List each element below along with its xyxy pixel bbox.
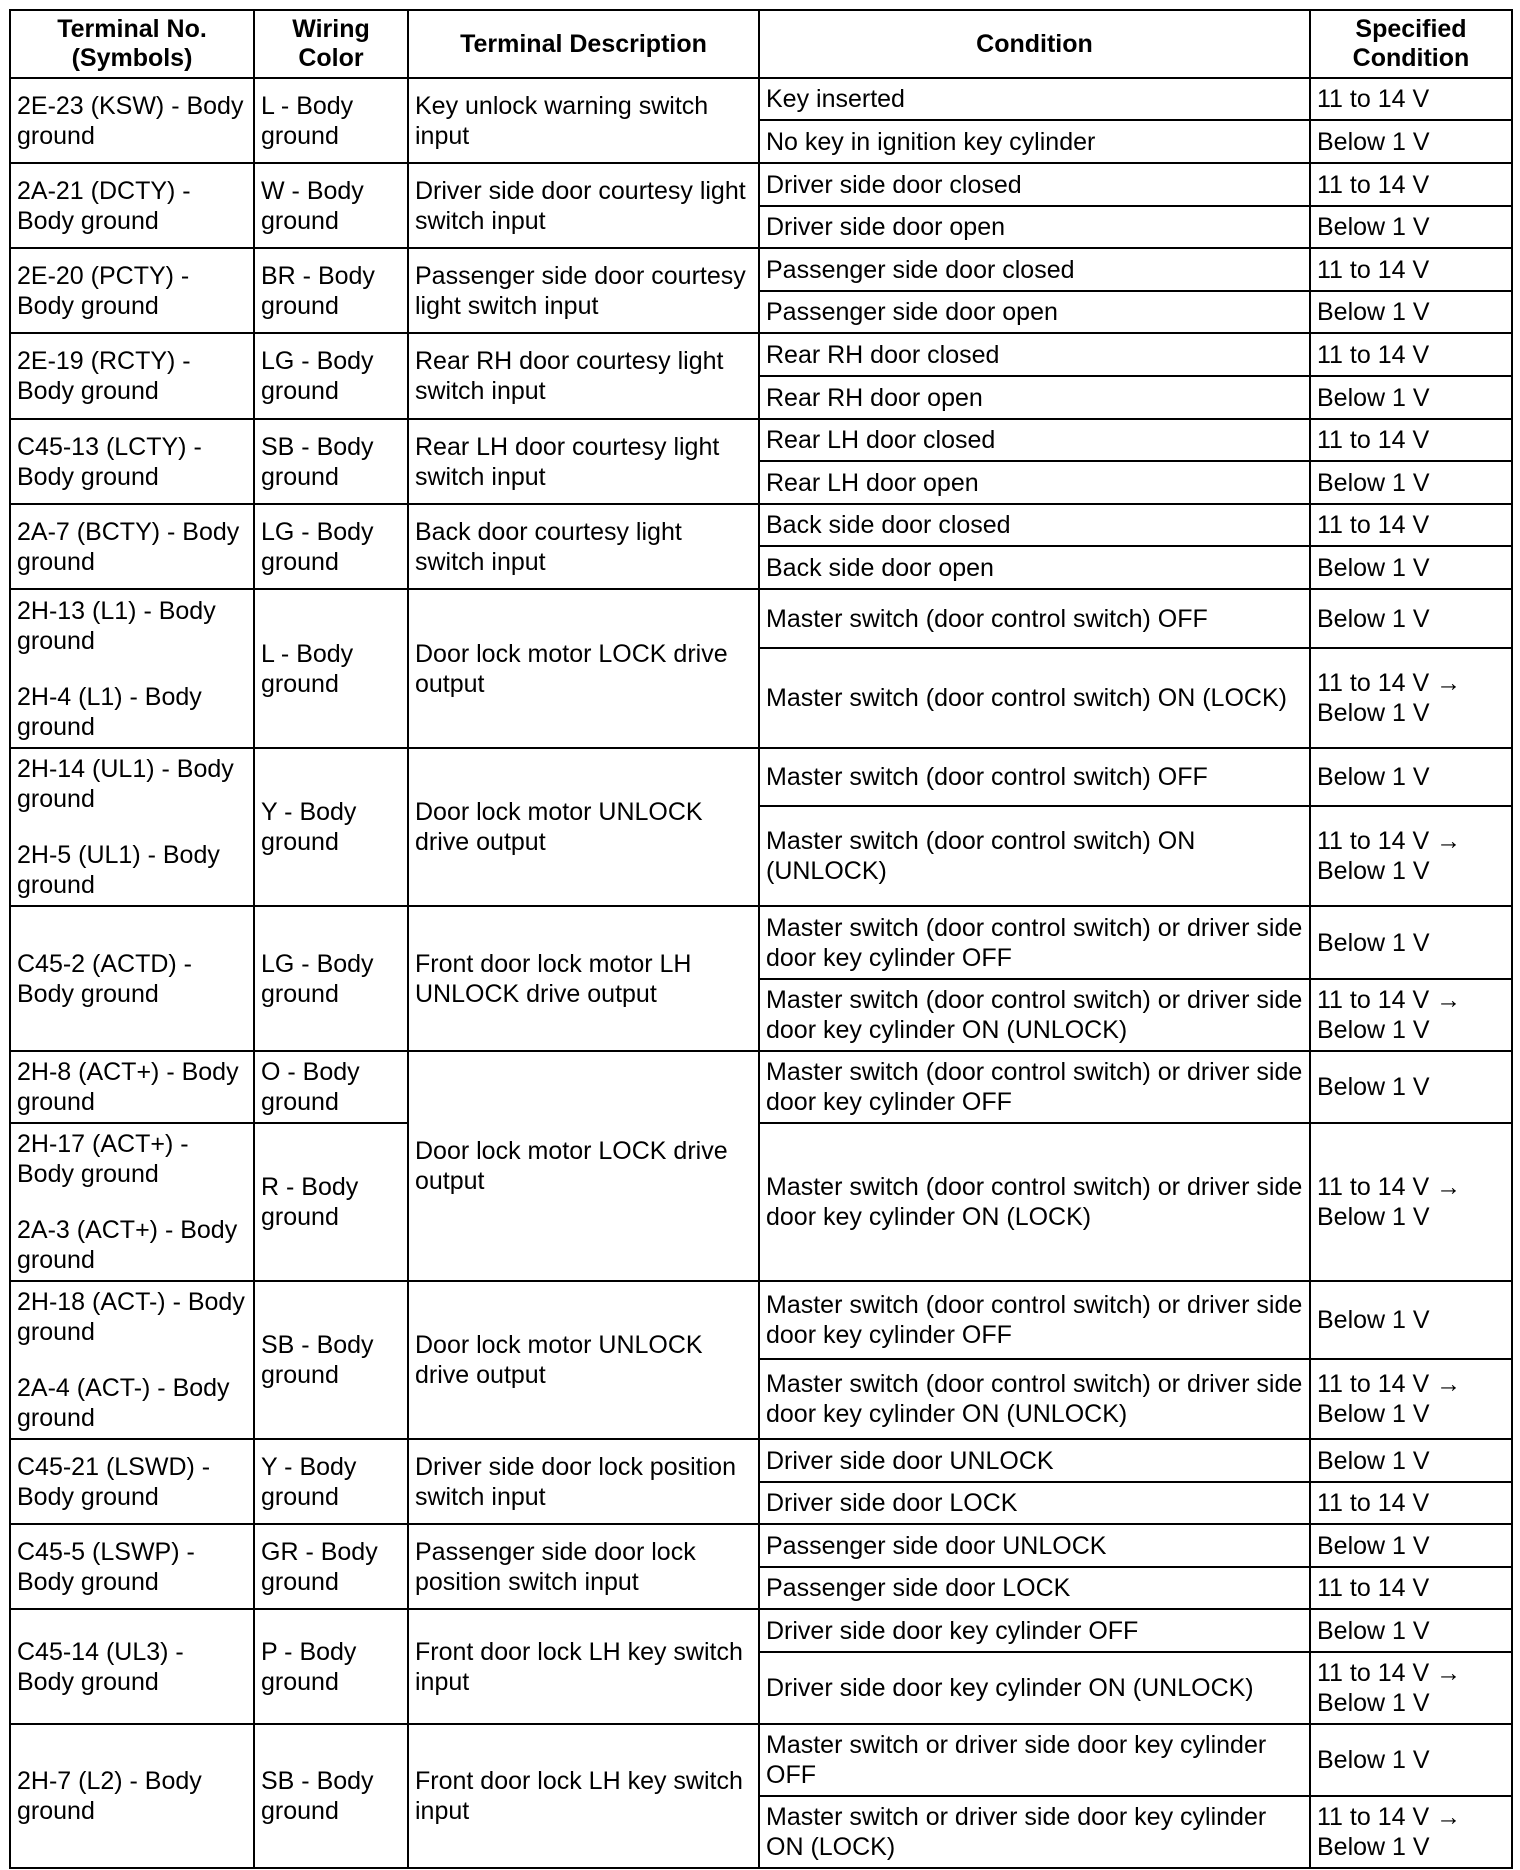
condition-cell <box>759 1609 1310 1652</box>
terminal-cell <box>10 1281 254 1439</box>
wiring-text: SB - Body ground <box>261 432 374 491</box>
terminal-cell <box>10 589 254 748</box>
terminal-text: C45-21 (LSWD) - Body ground <box>17 1452 211 1511</box>
specified-text: Below 1 V <box>1317 127 1430 156</box>
wiring-cell <box>254 333 408 419</box>
condition-cell <box>759 120 1310 163</box>
specified-text: Below 1 V <box>1317 213 1430 241</box>
condition-cell <box>759 1567 1310 1609</box>
condition-cell <box>759 206 1310 248</box>
specified-text: 11 to 14 V → Below 1 V <box>1317 827 1462 885</box>
specified-cell <box>1310 1567 1512 1609</box>
table-row <box>10 1524 1512 1567</box>
wiring-text: SB - Body ground <box>261 1767 374 1825</box>
terminal-text: 2H-14 (UL1) - Body ground <box>17 755 234 813</box>
wiring-text: BR - Body ground <box>261 261 375 320</box>
condition-cell <box>759 748 1310 806</box>
table-row <box>10 589 1512 648</box>
wiring-cell <box>254 1281 408 1439</box>
condition-text: Driver side door open <box>766 213 1006 241</box>
terminal-text: C45-5 (LSWP) - Body ground <box>17 1537 195 1596</box>
description-text: Passenger side door courtesy light switch input <box>415 261 746 320</box>
condition-text: Master switch (door control switch) or driver side door key cylinder ON (UNLOCK) <box>766 1370 1303 1428</box>
specified-cell <box>1310 1524 1512 1567</box>
wiring-cell <box>254 1609 408 1724</box>
specified-cell <box>1310 1439 1512 1482</box>
terminal-cell <box>10 419 254 504</box>
condition-text: Passenger side door closed <box>766 255 1075 284</box>
condition-text: Driver side door LOCK <box>766 1489 1018 1517</box>
terminal-cell <box>10 504 254 589</box>
wiring-cell <box>254 1123 408 1281</box>
condition-text: Master switch (door control switch) or driver side door key cylinder OFF <box>766 1058 1303 1116</box>
description-text: Driver side door lock position switch input <box>415 1452 736 1511</box>
wiring-cell <box>254 748 408 906</box>
condition-text: Back side door open <box>766 553 994 582</box>
terminal-cell <box>10 1051 254 1123</box>
description-text: Driver side door courtesy light switch input <box>415 176 746 235</box>
wiring-cell <box>254 248 408 333</box>
description-text: Passenger side door lock position switch input <box>415 1537 696 1596</box>
description-cell <box>408 906 759 1051</box>
description-cell <box>408 748 759 906</box>
specified-cell <box>1310 1359 1512 1439</box>
table-row <box>10 1439 1512 1482</box>
condition-cell <box>759 806 1310 906</box>
header-condition: Condition <box>759 10 1310 78</box>
terminal-text: 2A-3 (ACT+) - Body ground <box>17 1216 238 1274</box>
condition-cell <box>759 979 1310 1051</box>
specified-text: Below 1 V <box>1317 383 1430 412</box>
condition-cell <box>759 1652 1310 1724</box>
wiring-cell <box>254 1439 408 1524</box>
description-cell <box>408 1051 759 1281</box>
terminal-text: 2E-23 (KSW) - Body ground <box>17 91 244 150</box>
terminal-text: 2H-8 (ACT+) - Body ground <box>17 1058 239 1116</box>
description-text: Door lock motor LOCK drive output <box>415 1137 728 1195</box>
condition-cell <box>759 906 1310 979</box>
description-cell <box>408 163 759 248</box>
table-row <box>10 333 1512 376</box>
specified-cell <box>1310 419 1512 461</box>
specified-cell <box>1310 291 1512 333</box>
condition-cell <box>759 291 1310 333</box>
specified-cell <box>1310 748 1512 806</box>
wiring-cell <box>254 78 408 163</box>
wiring-cell <box>254 1524 408 1609</box>
specified-text: 11 to 14 V <box>1317 255 1430 284</box>
terminal-text: 2H-17 (ACT+) - Body ground <box>17 1130 189 1188</box>
condition-text: Rear LH door closed <box>766 426 996 454</box>
condition-text: Rear RH door open <box>766 383 983 412</box>
condition-text: No key in ignition key cylinder <box>766 127 1096 156</box>
wiring-cell <box>254 1051 408 1123</box>
description-cell <box>408 504 759 589</box>
specified-cell <box>1310 1724 1512 1796</box>
description-text: Back door courtesy light switch input <box>415 517 682 576</box>
table-row <box>10 1281 1512 1359</box>
description-text: Door lock motor LOCK drive output <box>415 639 728 698</box>
terminal-cell <box>10 163 254 248</box>
condition-cell <box>759 589 1310 648</box>
terminal-cell <box>10 748 254 906</box>
specified-text: 11 to 14 V <box>1317 511 1430 539</box>
specified-text: 11 to 14 V <box>1317 85 1430 113</box>
wiring-cell <box>254 504 408 589</box>
condition-text: Rear RH door closed <box>766 340 1000 369</box>
wiring-text: LG - Body ground <box>261 517 374 576</box>
condition-cell <box>759 1439 1310 1482</box>
specified-cell <box>1310 806 1512 906</box>
condition-text: Master switch or driver side door key cylinder OFF <box>766 1731 1267 1789</box>
condition-text: Driver side door key cylinder ON (UNLOCK) <box>766 1674 1254 1702</box>
specified-cell <box>1310 1281 1512 1359</box>
terminal-text: 2E-20 (PCTY) - Body ground <box>17 261 190 320</box>
condition-cell <box>759 504 1310 546</box>
condition-text: Master switch (door control switch) or driver side door key cylinder ON (UNLOCK) <box>766 986 1303 1044</box>
header-wiring-color: Wiring Color <box>254 10 408 78</box>
wiring-text: W - Body ground <box>261 176 364 235</box>
wiring-text: Y - Body ground <box>261 798 357 856</box>
terminal-text: 2A-21 (DCTY) - Body ground <box>17 176 191 235</box>
specified-text: 11 to 14 V → Below 1 V <box>1317 1659 1462 1717</box>
description-cell <box>408 333 759 419</box>
specified-text: Below 1 V <box>1317 1073 1430 1101</box>
table-row <box>10 1609 1512 1652</box>
terminal-cell <box>10 1524 254 1609</box>
condition-text: Master switch (door control switch) ON (UNLOCK) <box>766 827 1196 885</box>
specified-text: Below 1 V <box>1317 763 1430 791</box>
wiring-text: LG - Body ground <box>261 949 374 1008</box>
specified-text: 11 to 14 V → Below 1 V <box>1317 986 1462 1044</box>
table-row <box>10 1123 1512 1281</box>
condition-text: Rear LH door open <box>766 468 979 497</box>
wiring-text: SB - Body ground <box>261 1331 374 1389</box>
specified-text: 11 to 14 V → Below 1 V <box>1317 1803 1462 1861</box>
wiring-cell <box>254 1724 408 1868</box>
wiring-cell <box>254 419 408 504</box>
table-row <box>10 748 1512 806</box>
specified-text: Below 1 V <box>1317 1306 1430 1334</box>
table-body <box>10 78 1512 1868</box>
table-row <box>10 419 1512 461</box>
condition-text: Back side door closed <box>766 511 1011 539</box>
specified-cell <box>1310 333 1512 376</box>
condition-cell <box>759 1359 1310 1439</box>
specified-cell <box>1310 461 1512 504</box>
specified-cell <box>1310 979 1512 1051</box>
specified-text: Below 1 V <box>1317 468 1430 497</box>
description-text: Front door lock motor LH UNLOCK drive output <box>415 949 692 1008</box>
specified-cell <box>1310 78 1512 120</box>
condition-text: Key inserted <box>766 85 905 113</box>
table-row <box>10 78 1512 120</box>
condition-cell <box>759 1724 1310 1796</box>
terminal-text: 2H-13 (L1) - Body ground <box>17 596 216 655</box>
description-cell <box>408 1609 759 1724</box>
condition-cell <box>759 648 1310 748</box>
specified-cell <box>1310 206 1512 248</box>
specified-cell <box>1310 546 1512 589</box>
specified-text: 11 to 14 V → Below 1 V <box>1317 1173 1462 1231</box>
condition-text: Master switch (door control switch) OFF <box>766 604 1208 633</box>
specified-cell <box>1310 648 1512 748</box>
terminal-text: 2H-18 (ACT-) - Body ground <box>17 1288 245 1346</box>
wiring-text: L - Body ground <box>261 91 354 150</box>
specified-cell <box>1310 163 1512 206</box>
condition-cell <box>759 376 1310 419</box>
condition-text: Driver side door UNLOCK <box>766 1446 1054 1475</box>
description-cell <box>408 589 759 748</box>
condition-text: Master switch (door control switch) or driver side door key cylinder OFF <box>766 913 1303 972</box>
description-text: Rear LH door courtesy light switch input <box>415 432 720 491</box>
condition-text: Master switch (door control switch) ON (LOCK) <box>766 684 1287 712</box>
wiring-text: LG - Body ground <box>261 347 374 405</box>
table-header <box>10 10 1512 78</box>
table-row <box>10 163 1512 206</box>
description-cell <box>408 1439 759 1524</box>
specified-text: Below 1 V <box>1317 1746 1430 1774</box>
terminal-text: C45-2 (ACTD) - Body ground <box>17 949 193 1008</box>
specified-cell <box>1310 1482 1512 1524</box>
terminal-text: 2E-19 (RCTY) - Body ground <box>17 347 191 405</box>
specified-text: 11 to 14 V → Below 1 V <box>1317 669 1462 727</box>
condition-text: Master switch (door control switch) OFF <box>766 763 1208 791</box>
terminal-cell <box>10 906 254 1051</box>
terminal-cell <box>10 1724 254 1868</box>
specified-cell <box>1310 504 1512 546</box>
specified-cell <box>1310 1652 1512 1724</box>
condition-cell <box>759 419 1310 461</box>
description-cell <box>408 1524 759 1609</box>
specified-cell <box>1310 1609 1512 1652</box>
header-terminal-description: Terminal Description <box>408 10 759 78</box>
specified-text: 11 to 14 V <box>1317 426 1430 454</box>
table-row <box>10 1724 1512 1796</box>
terminal-text: 2A-7 (BCTY) - Body ground <box>17 517 240 576</box>
wiring-text: GR - Body ground <box>261 1537 378 1596</box>
condition-cell <box>759 546 1310 589</box>
description-cell <box>408 1724 759 1868</box>
terminal-cell <box>10 248 254 333</box>
table-row <box>10 906 1512 979</box>
condition-cell <box>759 1281 1310 1359</box>
wiring-text: P - Body ground <box>261 1637 357 1696</box>
terminal-cell <box>10 333 254 419</box>
wiring-cell <box>254 906 408 1051</box>
condition-text: Driver side door key cylinder OFF <box>766 1616 1139 1645</box>
condition-cell <box>759 163 1310 206</box>
condition-text: Passenger side door open <box>766 298 1058 326</box>
table-row <box>10 1051 1512 1123</box>
condition-text: Passenger side door UNLOCK <box>766 1531 1107 1560</box>
wiring-cell <box>254 163 408 248</box>
condition-cell <box>759 461 1310 504</box>
table-row <box>10 504 1512 546</box>
condition-text: Master switch (door control switch) or driver side door key cylinder OFF <box>766 1291 1303 1349</box>
specified-text: 11 to 14 V <box>1317 1574 1430 1602</box>
specified-text: Below 1 V <box>1317 1531 1430 1560</box>
specified-text: Below 1 V <box>1317 1446 1430 1475</box>
specified-text: Below 1 V <box>1317 928 1430 957</box>
specified-text: Below 1 V <box>1317 553 1430 582</box>
description-text: Front door lock LH key switch input <box>415 1637 743 1696</box>
specified-text: Below 1 V <box>1317 298 1430 326</box>
terminal-text: 2H-7 (L2) - Body ground <box>17 1767 202 1825</box>
description-text: Door lock motor UNLOCK drive output <box>415 798 703 856</box>
terminal-text: 2A-4 (ACT-) - Body ground <box>17 1374 230 1432</box>
description-cell <box>408 78 759 163</box>
condition-text: Master switch or driver side door key cylinder ON (LOCK) <box>766 1803 1267 1861</box>
specified-cell <box>1310 376 1512 419</box>
condition-cell <box>759 1051 1310 1123</box>
terminal-cell <box>10 78 254 163</box>
specified-cell <box>1310 248 1512 291</box>
specified-text: Below 1 V <box>1317 604 1430 633</box>
condition-cell <box>759 1482 1310 1524</box>
wiring-text: O - Body ground <box>261 1058 360 1116</box>
header-row <box>10 10 1512 78</box>
terminal-text: C45-13 (LCTY) - Body ground <box>17 432 202 491</box>
specified-cell <box>1310 1796 1512 1868</box>
description-text: Front door lock LH key switch input <box>415 1767 743 1825</box>
specified-text: 11 to 14 V <box>1317 170 1430 199</box>
wiring-text: L - Body ground <box>261 639 354 698</box>
specified-cell <box>1310 120 1512 163</box>
description-text: Door lock motor UNLOCK drive output <box>415 1331 703 1389</box>
terminal-cell <box>10 1609 254 1724</box>
description-text: Rear RH door courtesy light switch input <box>415 347 724 405</box>
header-terminal: Terminal No. (Symbols) <box>10 10 254 78</box>
specified-text: 11 to 14 V → Below 1 V <box>1317 1370 1462 1428</box>
terminal-cell <box>10 1439 254 1524</box>
wiring-text: R - Body ground <box>261 1173 359 1231</box>
condition-text: Master switch (door control switch) or driver side door key cylinder ON (LOCK) <box>766 1173 1303 1231</box>
condition-text: Passenger side door LOCK <box>766 1574 1071 1602</box>
description-cell <box>408 1281 759 1439</box>
specified-text: 11 to 14 V <box>1317 1489 1430 1517</box>
specified-cell <box>1310 589 1512 648</box>
description-cell <box>408 419 759 504</box>
wiring-cell <box>254 589 408 748</box>
terminal-cell <box>10 1123 254 1281</box>
terminal-spec-table <box>9 9 1513 1869</box>
header-specified-condition: Specified Condition <box>1310 10 1512 78</box>
condition-text: Driver side door closed <box>766 170 1022 199</box>
description-cell <box>408 248 759 333</box>
table-row <box>10 248 1512 291</box>
terminal-text: 2H-4 (L1) - Body ground <box>17 682 202 741</box>
specified-cell <box>1310 906 1512 979</box>
wiring-text: Y - Body ground <box>261 1452 357 1511</box>
condition-cell <box>759 1123 1310 1281</box>
condition-cell <box>759 78 1310 120</box>
terminal-text: 2H-5 (UL1) - Body ground <box>17 841 220 899</box>
specified-text: Below 1 V <box>1317 1616 1430 1645</box>
specified-text: 11 to 14 V <box>1317 340 1430 369</box>
condition-cell <box>759 1796 1310 1868</box>
condition-cell <box>759 1524 1310 1567</box>
condition-cell <box>759 248 1310 291</box>
specified-cell <box>1310 1123 1512 1281</box>
description-text: Key unlock warning switch input <box>415 91 709 150</box>
condition-cell <box>759 333 1310 376</box>
specified-cell <box>1310 1051 1512 1123</box>
terminal-text: C45-14 (UL3) - Body ground <box>17 1637 184 1696</box>
